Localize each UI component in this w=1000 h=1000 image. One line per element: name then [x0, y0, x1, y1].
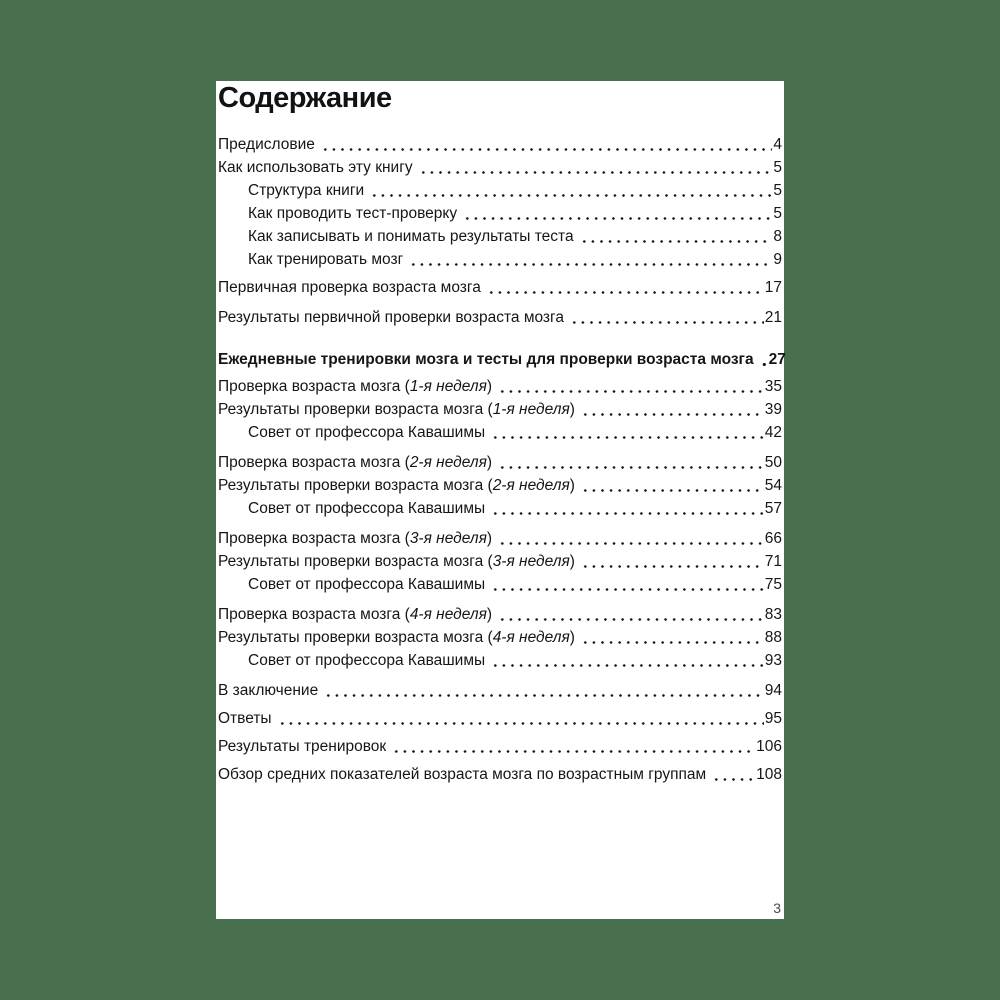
- toc-entry: [218, 375, 782, 398]
- toc-entry-label: Совет от профессора Кавашимы: [248, 652, 486, 669]
- toc-entry-page: 17: [764, 279, 782, 296]
- toc-entry-page: 75: [764, 576, 782, 593]
- toc-entry: [218, 735, 782, 758]
- toc-entry-page: 88: [764, 629, 782, 646]
- toc-entry-page: 5: [773, 182, 782, 199]
- toc-entry-page: 39: [764, 401, 782, 418]
- toc-entry-page: 21: [764, 309, 782, 326]
- toc-entry-label: Предисловие: [218, 136, 315, 153]
- toc-entry: [218, 306, 782, 329]
- dot-leader: [485, 276, 764, 299]
- toc-entry-label: Как проводить тест-проверку: [248, 205, 458, 222]
- toc-entry: [218, 707, 782, 730]
- toc-entry: [218, 603, 782, 626]
- toc-entry-page: 66: [764, 530, 782, 547]
- toc-entry-label: Как использовать эту книгу: [218, 159, 413, 176]
- dot-leader: [390, 735, 755, 758]
- toc-entry: [218, 202, 782, 225]
- toc-entry: [218, 276, 782, 299]
- toc-entry: [218, 527, 782, 550]
- toc-entry-page: 108: [756, 766, 782, 783]
- toc-entry-page: 94: [764, 682, 782, 699]
- dot-leader: [322, 679, 764, 702]
- toc-entry-label: Проверка возраста мозга (3-я неделя): [218, 530, 493, 547]
- toc-entry: [218, 550, 782, 573]
- dot-leader: [579, 398, 764, 421]
- dot-leader: [496, 603, 764, 626]
- dot-leader: [758, 348, 768, 371]
- dot-leader: [496, 451, 764, 474]
- toc-entry: [218, 225, 782, 248]
- toc-entry-page: 95: [764, 710, 782, 727]
- dot-leader: [489, 573, 764, 596]
- toc-list: [218, 133, 786, 786]
- toc-entry: [218, 474, 782, 497]
- toc-entry: [218, 763, 782, 786]
- toc-entry-label: Ежедневные тренировки мозга и тесты для проверки возраста мозга: [218, 351, 754, 368]
- toc-entry: [218, 679, 782, 702]
- toc-entry: [218, 179, 782, 202]
- toc-entry-label: Проверка возраста мозга (4-я неделя): [218, 606, 493, 623]
- toc-entry-page: 93: [764, 652, 782, 669]
- dot-leader: [578, 225, 773, 248]
- toc-entry-label: Совет от профессора Кавашимы: [248, 576, 486, 593]
- toc-entry-label: Как записывать и понимать результаты теста: [248, 228, 574, 245]
- toc-entry: [218, 421, 782, 444]
- toc-entry-page: 83: [764, 606, 782, 623]
- toc-entry-page: 50: [764, 454, 782, 471]
- toc-entry-page: 57: [764, 500, 782, 517]
- toc-entry-label: Ответы: [218, 710, 272, 727]
- toc-entry-label: Обзор средних показателей возраста мозга по возрастным группам: [218, 766, 707, 783]
- toc-entry: [218, 156, 782, 179]
- toc-entry-page: 106: [756, 738, 782, 755]
- toc-entry-label: Результаты проверки возраста мозга (1-я неделя): [218, 401, 575, 418]
- toc-entry-label: Как тренировать мозг: [248, 251, 404, 268]
- toc-entry-label: Проверка возраста мозга (2-я неделя): [218, 454, 493, 471]
- toc-entry-label: Совет от профессора Кавашимы: [248, 500, 486, 517]
- toc-entry-label: Результаты проверки возраста мозга (2-я неделя): [218, 477, 575, 494]
- toc-entry: [218, 626, 782, 649]
- toc-entry-label: Результаты проверки возраста мозга (4-я неделя): [218, 629, 575, 646]
- dot-leader: [579, 626, 764, 649]
- toc-entry: [218, 348, 786, 371]
- dot-leader: [319, 133, 773, 156]
- toc-entry-label: Результаты первичной проверки возраста мозга: [218, 309, 564, 326]
- toc-entry-page: 27: [768, 351, 786, 368]
- toc-entry-label: В заключение: [218, 682, 319, 699]
- toc-entry: [218, 497, 782, 520]
- dot-leader: [407, 248, 772, 271]
- dot-leader: [710, 763, 755, 786]
- toc-entry-page: 42: [764, 424, 782, 441]
- toc-entry: [218, 649, 782, 672]
- book-page: [216, 81, 784, 919]
- page-title: Содержание: [218, 82, 392, 114]
- toc-entry: [218, 573, 782, 596]
- toc-entry-page: 5: [773, 205, 782, 222]
- dot-leader: [417, 156, 773, 179]
- toc-entry-page: 71: [764, 553, 782, 570]
- dot-leader: [496, 527, 764, 550]
- toc-entry: [218, 133, 782, 156]
- toc-entry-label: Структура книги: [248, 182, 365, 199]
- toc-entry-label: Первичная проверка возраста мозга: [218, 279, 481, 296]
- toc-entry-label: Результаты тренировок: [218, 738, 387, 755]
- dot-leader: [489, 497, 764, 520]
- toc-entry: [218, 451, 782, 474]
- dot-leader: [579, 550, 764, 573]
- dot-leader: [368, 179, 772, 202]
- dot-leader: [568, 306, 764, 329]
- toc-entry-label: Результаты проверки возраста мозга (3-я неделя): [218, 553, 575, 570]
- toc-entry-label: Проверка возраста мозга (1-я неделя): [218, 378, 493, 395]
- dot-leader: [489, 421, 764, 444]
- toc-entry-label: Совет от профессора Кавашимы: [248, 424, 486, 441]
- toc-entry-page: 8: [773, 228, 782, 245]
- toc-entry-page: 54: [764, 477, 782, 494]
- dot-leader: [496, 375, 764, 398]
- dot-leader: [489, 649, 764, 672]
- toc-entry: [218, 398, 782, 421]
- dot-leader: [579, 474, 764, 497]
- toc-entry: [218, 248, 782, 271]
- page-number: 3: [773, 900, 781, 916]
- toc-entry-page: 35: [764, 378, 782, 395]
- toc-entry-page: 5: [773, 159, 782, 176]
- dot-leader: [461, 202, 772, 225]
- toc-entry-page: 9: [773, 251, 782, 268]
- dot-leader: [276, 707, 764, 730]
- toc-entry-page: 4: [773, 136, 782, 153]
